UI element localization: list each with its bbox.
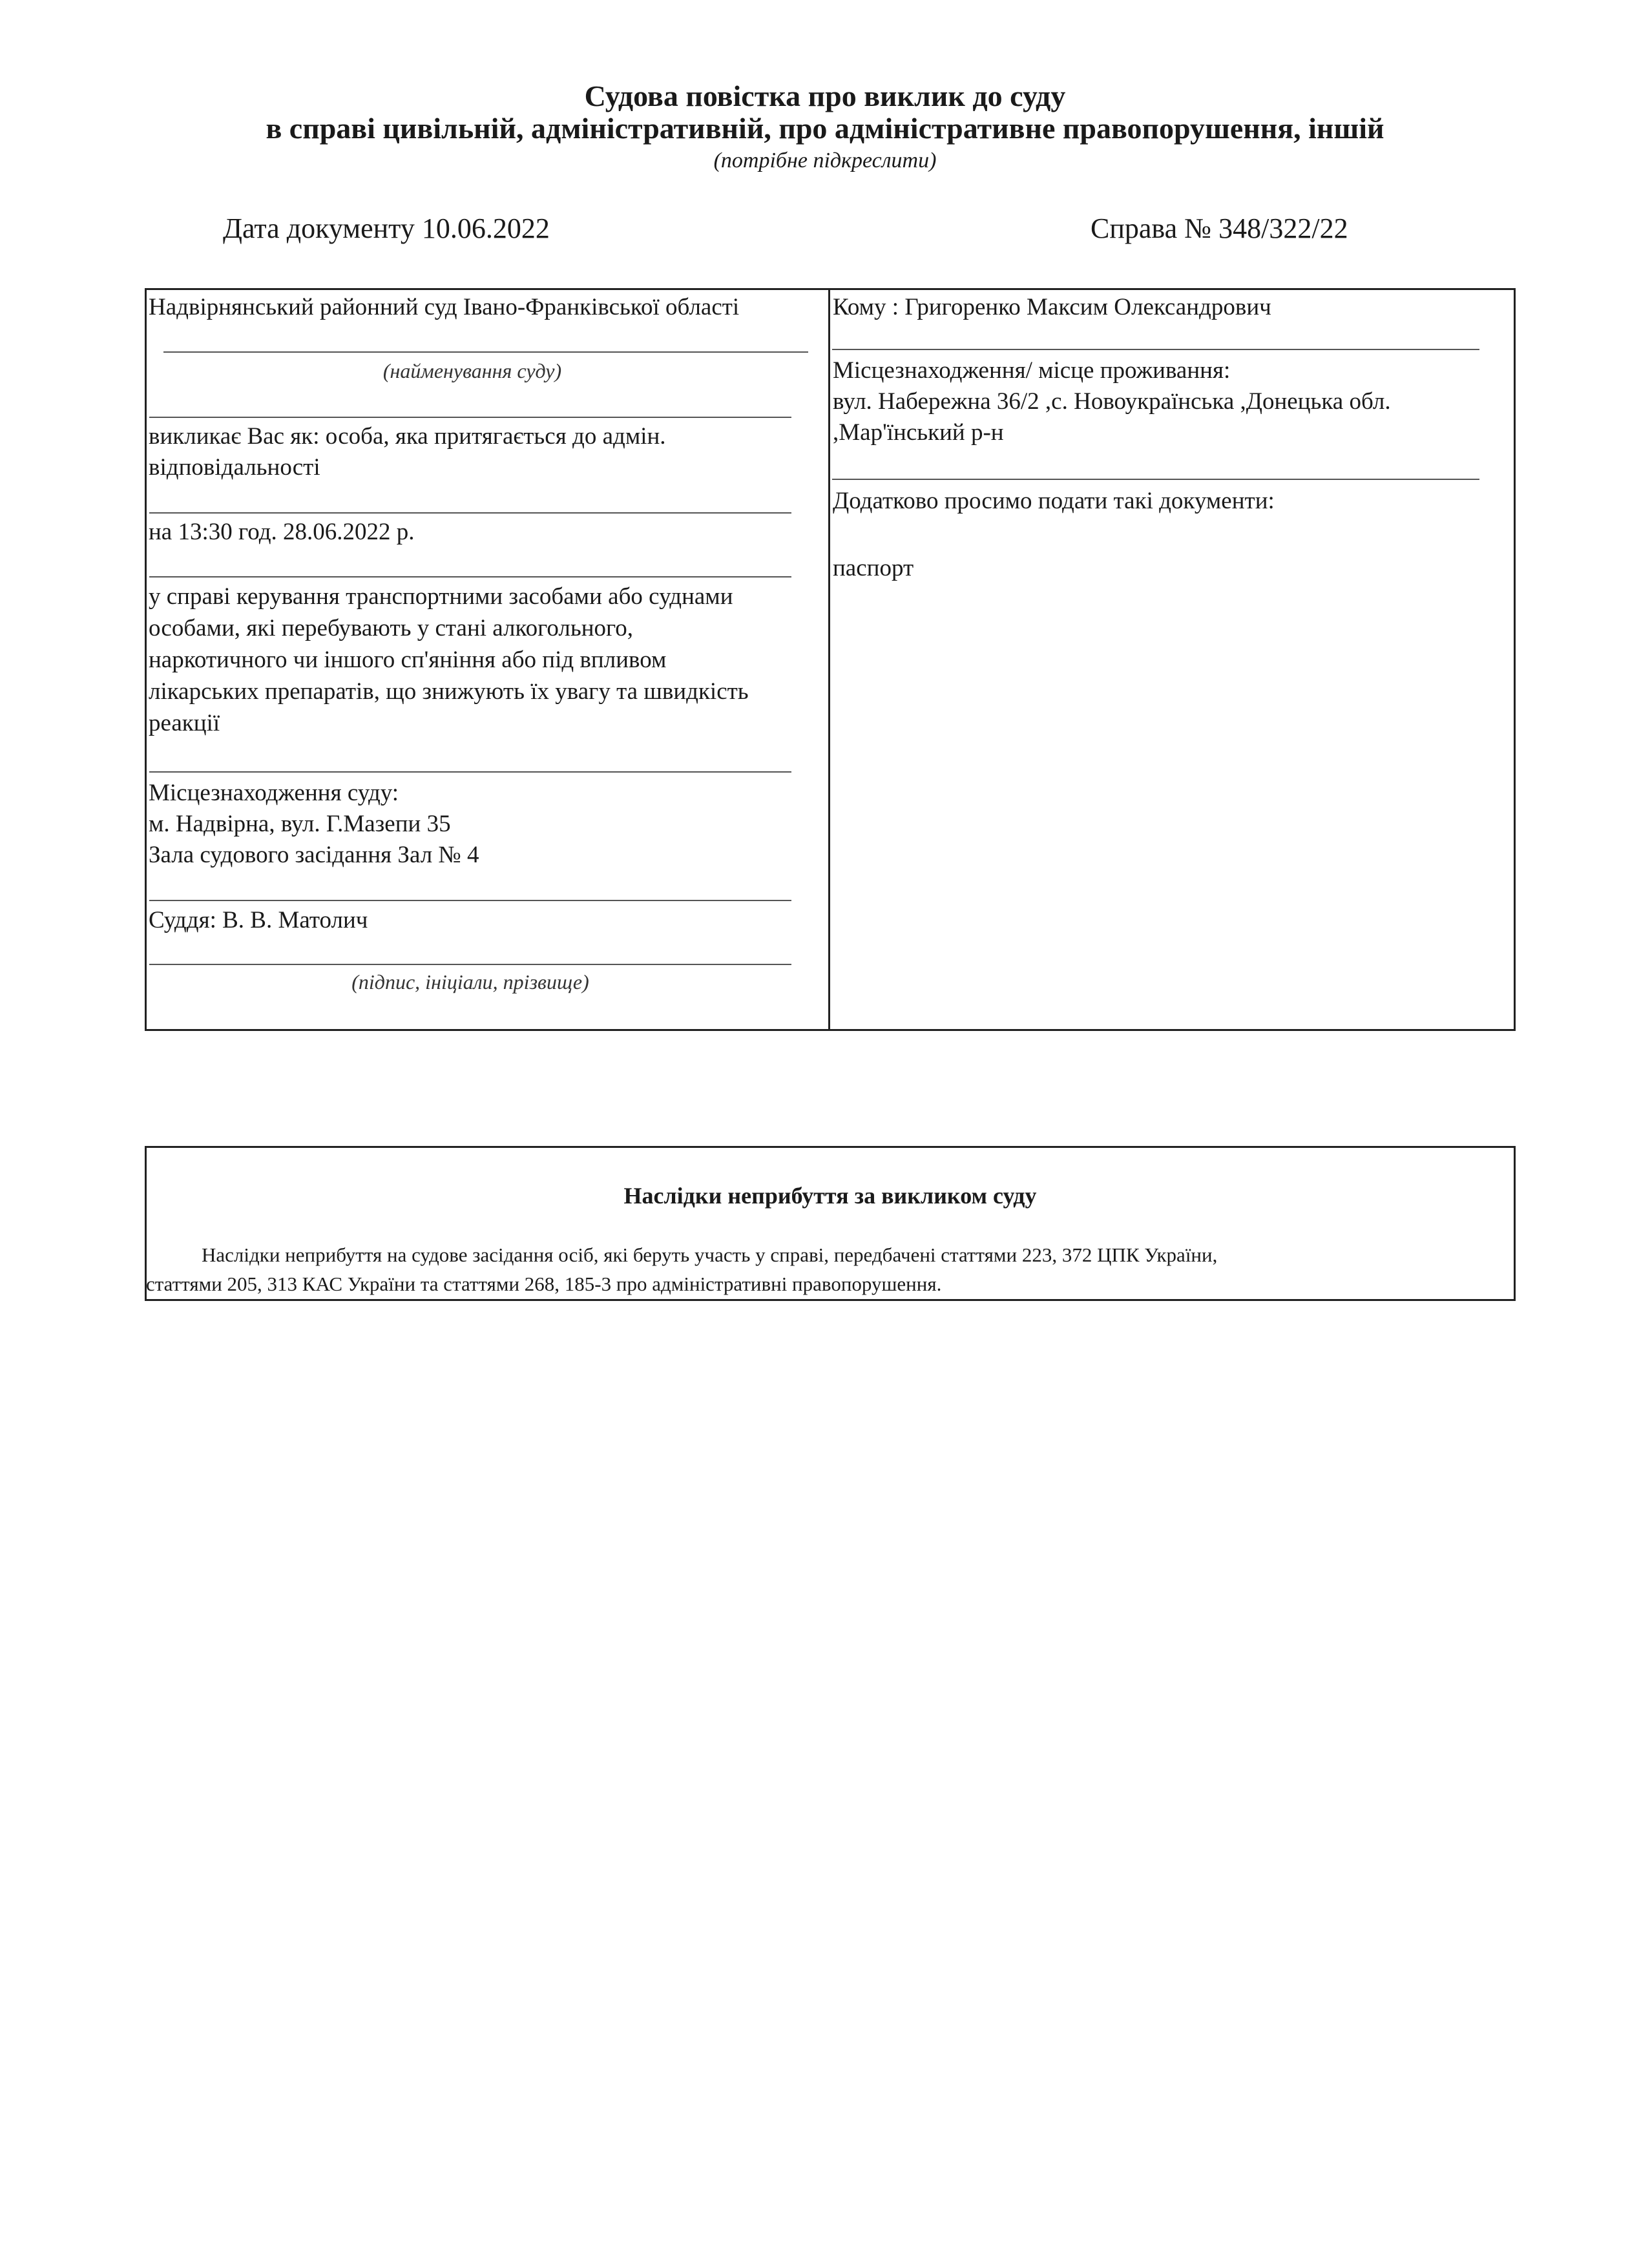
residence-label: Місцезнаходження/ місце проживання:: [833, 357, 1231, 384]
judge: Суддя: В. В. Матолич: [149, 907, 368, 933]
hearing-datetime: на 13:30 год. 28.06.2022 р.: [149, 519, 415, 545]
case-number: Справа № 348/322/22: [1091, 213, 1348, 244]
case-subject-line: особами, які перебувають у стані алкогольного,: [149, 615, 634, 641]
column-divider: [828, 288, 830, 1031]
divider: [149, 900, 791, 901]
summons-as-line2: відповідальності: [149, 454, 320, 481]
courtroom: Зала судового засідання Зал № 4: [149, 842, 479, 868]
signature-caption: (підпис, ініціали, прізвище): [351, 970, 589, 994]
consequences-text-line1: Наслідки неприбуття на судове засідання осіб, які беруть участь у справі, передбачені статтями 223, 372 ЦПК України,: [202, 1243, 1218, 1266]
divider: [832, 479, 1479, 480]
residence-district: ,Мар'їнський р-н: [833, 419, 1004, 446]
summons-as-line1: викликає Вас як: особа, яка притягається до адмін.: [149, 423, 666, 450]
document-subtitle: в справі цивільній, адміністративній, про адміністративне правопорушення, іншій: [266, 112, 1384, 145]
consequences-text-line2: статтями 205, 313 КАС України та статтями 268, 185-3 про адміністративні правопорушення.: [146, 1273, 942, 1295]
document-date: Дата документу 10.06.2022: [223, 213, 550, 244]
court-address: м. Надвірна, вул. Г.Мазепи 35: [149, 811, 451, 837]
document-title: Судова повістка про виклик до суду: [584, 79, 1066, 112]
divider: [149, 964, 791, 965]
residence-address: вул. Набережна 36/2 ,с. Новоукраїнська ,Донецька обл.: [833, 388, 1391, 415]
divider: [832, 349, 1479, 350]
divider: [149, 771, 791, 773]
documents-label: Додатково просимо подати такі документи:: [833, 488, 1275, 514]
divider: [149, 512, 791, 514]
court-name: Надвірнянський районний суд Івано-Франківської області: [149, 294, 740, 320]
case-subject-line: наркотичного чи іншого сп'яніння або під впливом: [149, 647, 667, 673]
case-subject-line: у справі керування транспортними засобами або суднами: [149, 583, 733, 610]
court-location-label: Місцезнаходження суду:: [149, 780, 399, 806]
underline-hint: (потрібне підкреслити): [713, 149, 937, 172]
documents-list: паспорт: [833, 555, 914, 581]
case-subject-line: реакції: [149, 710, 220, 736]
divider: [149, 576, 791, 577]
recipient: Кому : Григоренко Максим Олександрович: [833, 294, 1271, 320]
divider: [163, 351, 808, 353]
divider: [149, 417, 791, 418]
case-subject-line: лікарських препаратів, що знижують їх увагу та швидкість: [149, 678, 749, 705]
consequences-title: Наслідки неприбуття за викликом суду: [623, 1183, 1037, 1209]
court-name-caption: (найменування суду): [382, 359, 562, 382]
